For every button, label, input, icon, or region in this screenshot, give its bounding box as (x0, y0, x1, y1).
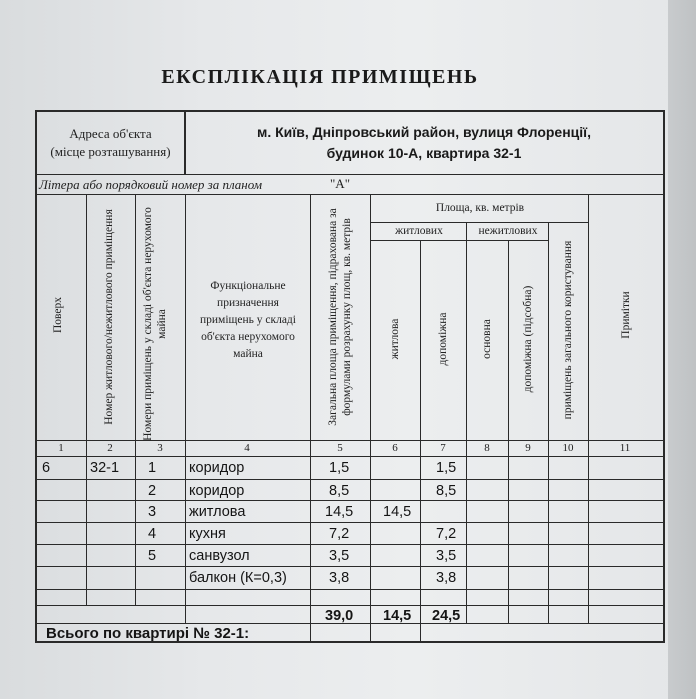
grid-line (37, 566, 663, 567)
header-function-line3: приміщень у складі (200, 314, 296, 326)
grid-line (185, 112, 186, 174)
row-room: 1 (148, 460, 157, 476)
total-aux: 24,5 (432, 608, 461, 624)
header-floor: Поверх (52, 296, 64, 334)
column-number: 2 (107, 442, 113, 454)
address-value (185, 112, 663, 174)
row-aux: 7,2 (436, 526, 457, 542)
column-number: 6 (392, 442, 398, 454)
grid-line (185, 194, 186, 623)
grid-line (37, 479, 663, 480)
row-room: 2 (148, 483, 157, 499)
column-number: 5 (337, 442, 343, 454)
row-unit: 32-1 (90, 460, 120, 476)
column-number: 7 (440, 442, 446, 454)
row-aux: 1,5 (436, 460, 457, 476)
total-label: Всього по квартирі № 32-1: (46, 625, 250, 642)
grid-line (310, 194, 311, 641)
header-function-line1: Функціональне (210, 280, 286, 292)
row-total: 7,2 (329, 526, 350, 542)
row-aux: 3,8 (436, 570, 457, 586)
address-label-line2: (місце розташування) (50, 144, 171, 159)
header-total-area (326, 201, 354, 433)
grid-line (548, 222, 549, 623)
row-aux: 3,5 (436, 548, 457, 564)
row-function: коридор (189, 483, 245, 499)
grid-line (37, 194, 663, 195)
grid-line (37, 456, 663, 457)
row-function: коридор (189, 460, 245, 476)
row-total: 8,5 (329, 483, 350, 499)
header-function (187, 278, 309, 363)
grid-line (370, 222, 588, 223)
column-number: 4 (244, 442, 250, 454)
row-function: балкон (К=0,3) (189, 570, 287, 586)
grid-line (508, 240, 509, 623)
grid-line (37, 605, 663, 606)
grid-line (37, 500, 663, 501)
grid-line (420, 240, 421, 641)
address-label (37, 112, 185, 174)
document-title: ЕКСПЛІКАЦІЯ ПРИМІЩЕНЬ (161, 66, 479, 88)
row-total: 3,8 (329, 570, 350, 586)
row-total: 3,5 (329, 548, 350, 564)
row-total: 14,5 (325, 504, 354, 520)
header-common-use: приміщень загального користування (562, 240, 574, 420)
header-function-line4: об'єкта нерухомого (201, 331, 295, 343)
header-function-line2: призначення (217, 297, 279, 309)
column-number: 3 (157, 442, 163, 454)
header-room-numbers (141, 206, 169, 442)
grid-line (37, 174, 663, 175)
header-residential-group: житлових (395, 225, 443, 237)
header-nonresidential-group: нежитлових (478, 225, 538, 237)
row-room: 3 (148, 504, 157, 520)
grid-line (370, 240, 548, 241)
column-number: 8 (484, 442, 490, 454)
grid-line (466, 222, 467, 623)
header-notes: Примітки (620, 291, 632, 339)
grid-line (37, 544, 663, 545)
row-aux: 8,5 (436, 483, 457, 499)
column-number: 10 (562, 442, 574, 454)
header-main: основна (481, 319, 493, 359)
total-area: 39,0 (325, 608, 354, 624)
header-area-group: Площа, кв. метрів (435, 202, 525, 214)
address-value-line1: м. Київ, Дніпровський район, вулиця Флоренції, (257, 124, 591, 140)
address-value-line2: будинок 10-А, квартира 32-1 (326, 145, 522, 161)
row-room: 4 (148, 526, 157, 542)
header-total-area-line2: формулами розрахунку площ, кв. метрів (341, 218, 353, 416)
total-living: 14,5 (383, 608, 412, 624)
row-function: кухня (189, 526, 226, 542)
litera-row (37, 176, 557, 194)
column-number: 9 (525, 442, 531, 454)
litera-label: Літера або порядковий номер за планом (39, 177, 263, 192)
address-label-line1: Адреса об'єкта (69, 126, 152, 141)
header-auxiliary: допоміжна (437, 312, 449, 366)
grid-line (37, 589, 663, 590)
grid-line (370, 194, 371, 641)
row-room: 5 (148, 548, 157, 564)
header-living: житлова (389, 318, 401, 360)
header-total-area-line1: Загальна площа приміщення, підрахована за (327, 208, 339, 426)
page-edge (668, 0, 696, 699)
row-living: 14,5 (383, 504, 412, 520)
header-auxiliary-basement: допоміжна (підсобна) (522, 285, 534, 393)
column-number: 11 (619, 442, 631, 454)
row-function: житлова (189, 504, 246, 520)
grid-line (588, 194, 589, 623)
row-total: 1,5 (329, 460, 350, 476)
row-function: санвузол (189, 548, 250, 564)
grid-line (135, 194, 136, 605)
header-room-numbers-text: Номери приміщень у складі об'єкта нерухомого майна (142, 207, 168, 441)
litera-value: "А" (330, 176, 351, 191)
header-function-line5: майна (233, 348, 263, 360)
header-unit-number: Номер житлового/нежитлового приміщення (103, 209, 115, 425)
grid-line (86, 194, 87, 605)
grid-line (37, 522, 663, 523)
row-floor: 6 (42, 460, 51, 476)
grid-line (37, 440, 663, 441)
column-number: 1 (58, 442, 64, 454)
